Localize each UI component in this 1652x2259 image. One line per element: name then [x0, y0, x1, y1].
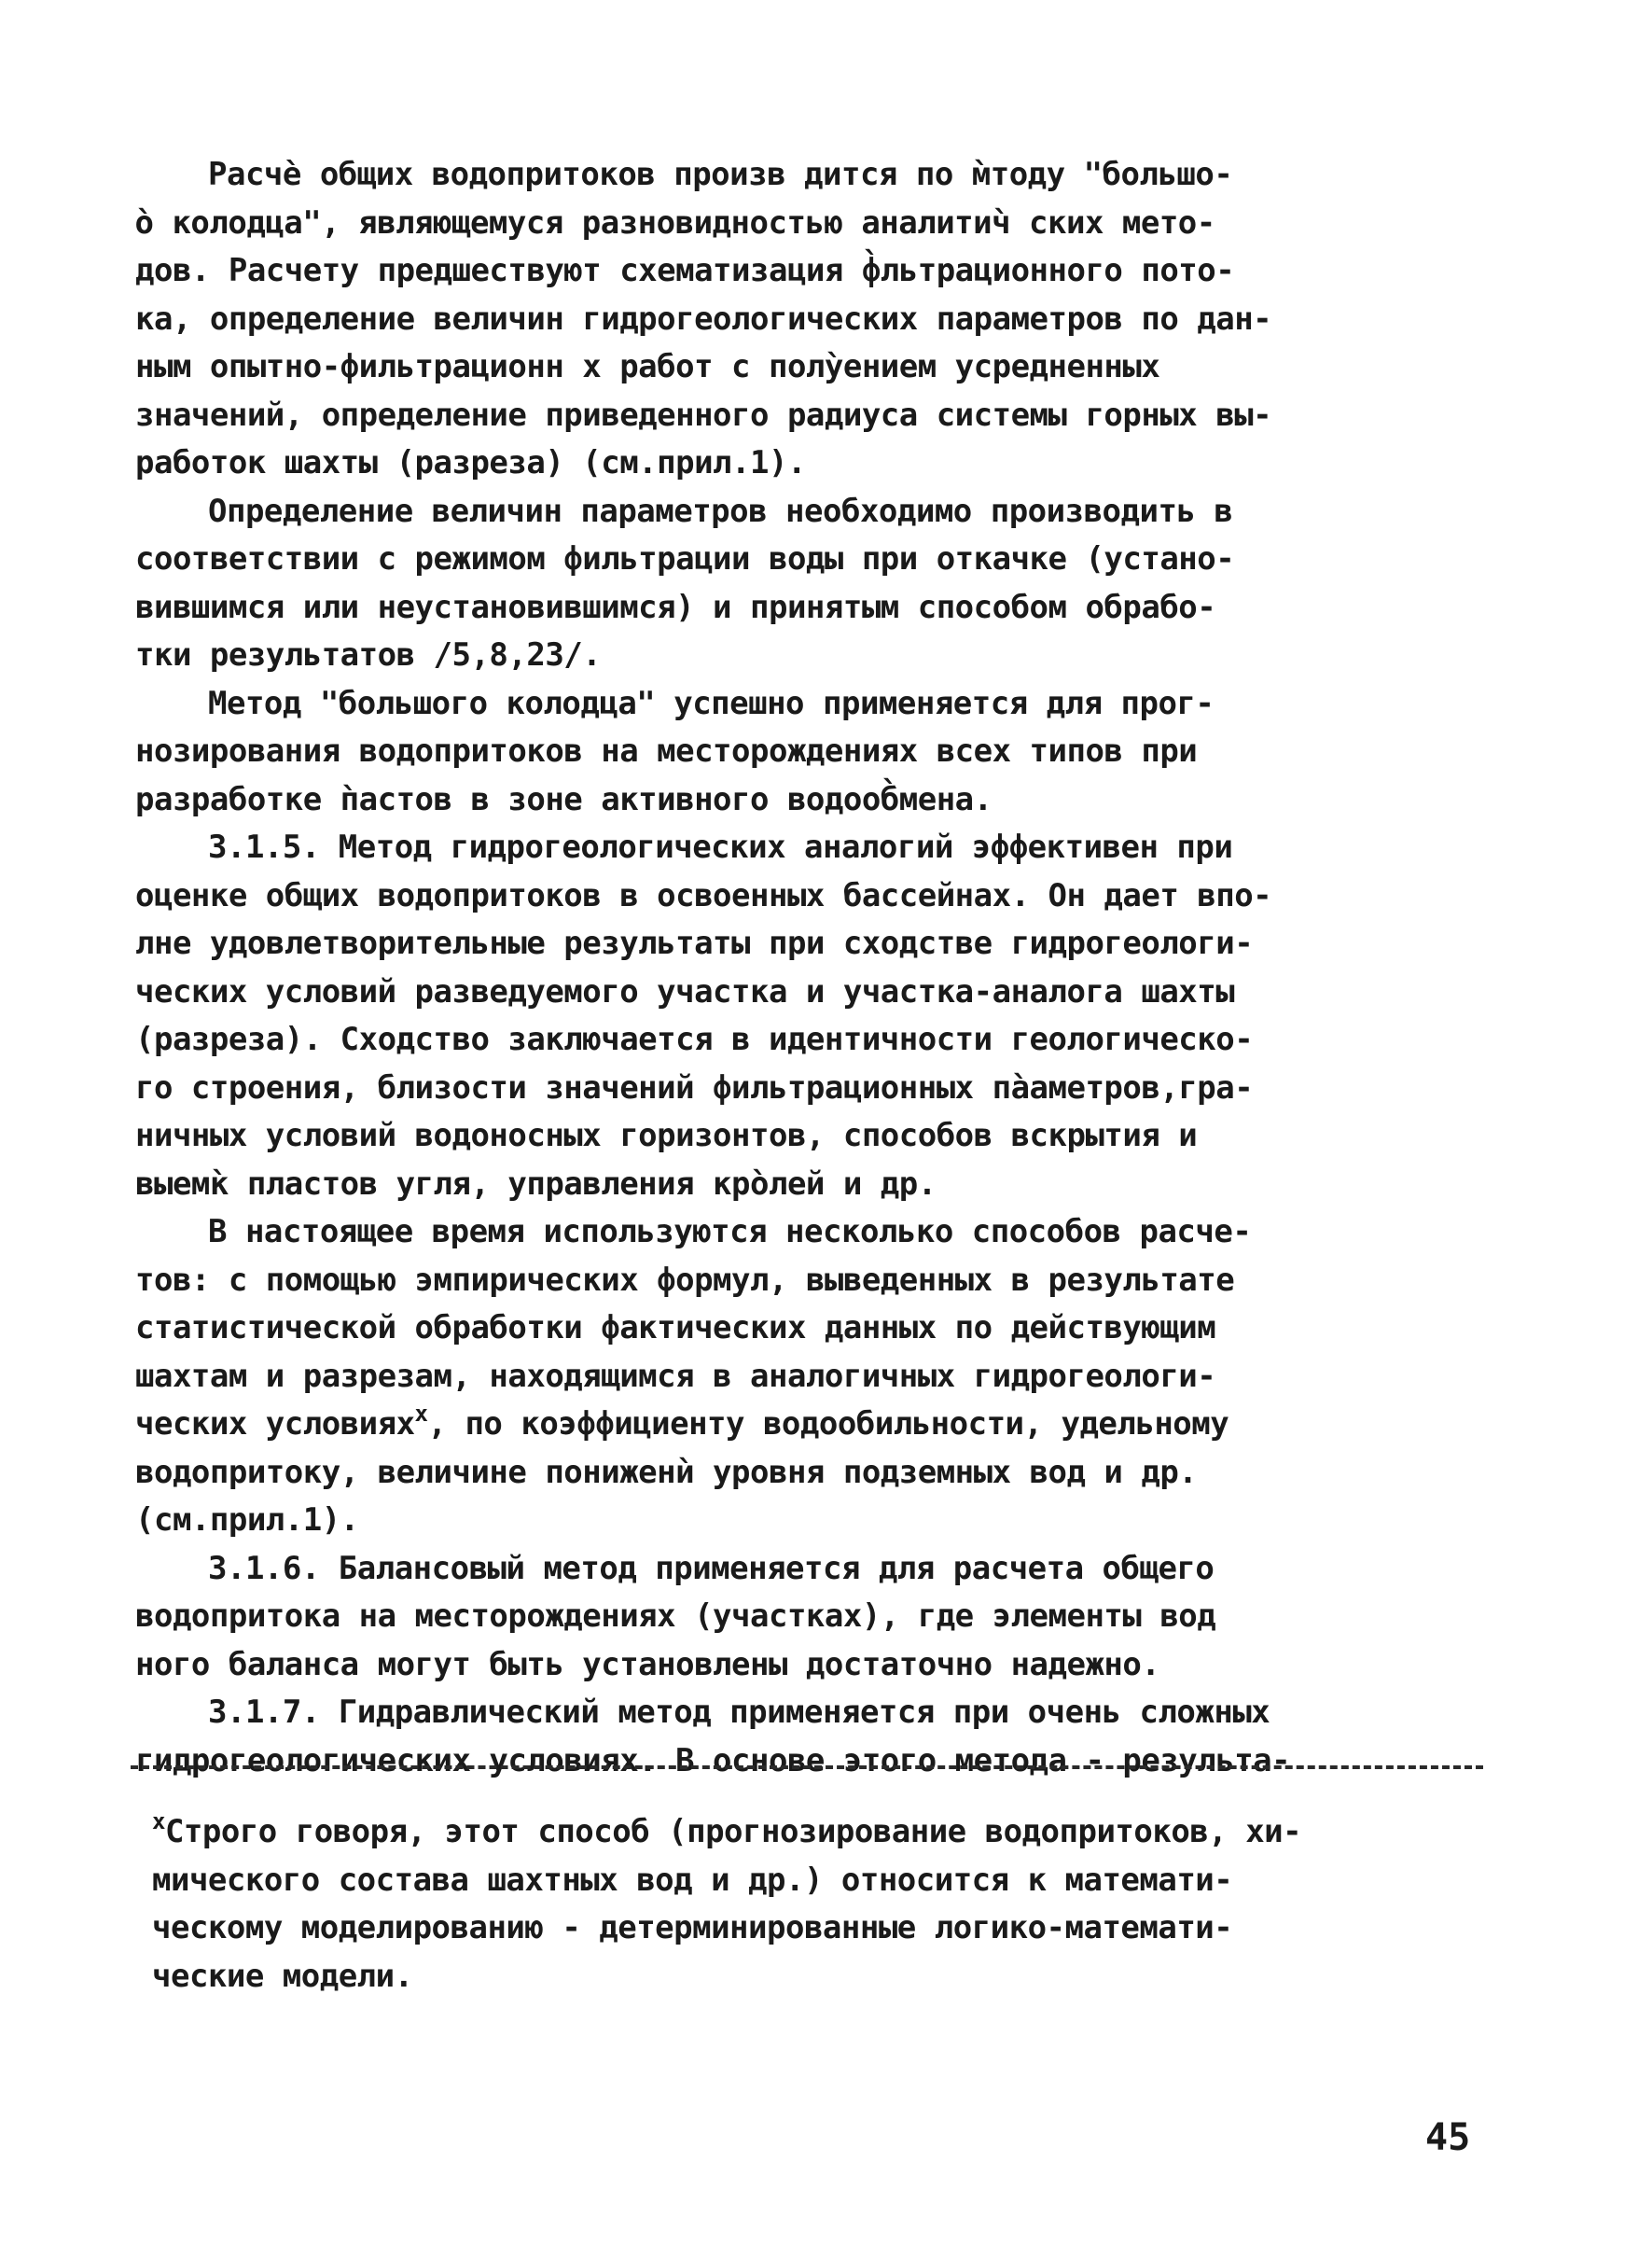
text-line: значений, определение приведенного радиуса системы горных вы- — [135, 396, 1272, 434]
text-line: соответствии с режимом фильтрации воды при откачке (устано- — [135, 540, 1235, 578]
text-line: 3.1.5. Метод гидрогеологических аналогий эффективен при — [208, 829, 1233, 866]
text-line: 3.1.6. Балансовый метод применяется для расчета общего — [208, 1549, 1215, 1587]
text-line: ным опытно-фильтрационн х работ с полу̀ением усредненных — [135, 348, 1160, 385]
footnote-line: ческому моделированию - детерминированные логико-математи- — [152, 1909, 1233, 1946]
text-line: Расчѐ общих водопритоков произв дится по м̀тоду "большо- — [208, 156, 1233, 193]
footnote — [152, 1808, 1533, 2001]
footnote-line — [152, 1808, 1533, 1857]
text-line: шахтам и разрезам, находящимся в аналогичных гидрогеологи- — [135, 1357, 1216, 1395]
text-line: тов: с помощью эмпирических формул, выведенных в результате — [135, 1261, 1235, 1299]
text-line: дов. Расчету предшествуют схематизация ф̀льтрационного пото- — [135, 252, 1235, 289]
text-line: лне удовлетворительные результаты при сходстве гидрогеологи- — [135, 925, 1254, 962]
text-line: В настоящее время используются несколько способов расче- — [208, 1213, 1252, 1250]
footnote-line: мического состава шахтных вод и др.) относится к математи- — [152, 1861, 1233, 1899]
text-line: ного баланса могут быть установлены достаточно надежно. — [135, 1645, 1160, 1683]
text-line: разработке п̀астов в зоне активного водооб̀мена. — [135, 780, 993, 818]
text-line: Определение величин параметров необходимо производить в — [208, 492, 1233, 530]
text-line: ческих условий разведуемого участка и участка-аналога шахты — [135, 972, 1235, 1011]
text-line: (разреза). Сходство заключается в идентичности геологическо- — [135, 1021, 1254, 1058]
text-line: водопритоку, величине пониженѝ уровня подземных вод и др. — [135, 1453, 1198, 1491]
text-line: ничных условий водоносных горизонтов, способов вскрытия и — [135, 1117, 1198, 1154]
footnote-marker: x — [414, 1401, 428, 1427]
footnote-separator — [131, 1765, 1483, 1769]
text-line: водопритока на месторождениях (участках), где элементы вод — [135, 1597, 1216, 1635]
text-line: го строения, близости значений фильтрационных па̀аметров,гра- — [135, 1068, 1254, 1107]
footnote-text: Строго говоря, этот способ (прогнозирование водопритоков, хи- — [164, 1813, 1302, 1850]
text-line: гидрогеологических условиях. В основе этого метода - результа- — [135, 1741, 1291, 1779]
text-line: ческих условиях$^x$, по коэффициенту водообильности, удельному — [135, 1401, 1229, 1443]
text-line: нозирования водопритоков на месторождениях всех типов при — [135, 732, 1198, 770]
text-line: тки результатов /5,8,23/. — [135, 636, 602, 674]
text-line: Метод "большого колодца" успешно применяется для прог- — [208, 684, 1215, 722]
text-line: ка, определение величин гидрогеологических параметров по дан- — [135, 300, 1272, 338]
text-line: работок шахты (разреза) (см.прил.1). — [135, 444, 806, 481]
text-line: ̀о колодца", являющемуся разновидностью аналитич̀ ских мето- — [135, 203, 1215, 242]
text-line: оценке общих водопритоков в освоенных бассейнах. Он дает впо- — [135, 876, 1272, 914]
page-number: 45 — [1425, 2116, 1471, 2159]
main-text — [135, 151, 1525, 1785]
text-line: 3.1.7. Гидравлический метод применяется при очень сложных — [208, 1694, 1270, 1731]
footnote-line: ческие модели. — [152, 1957, 413, 1995]
footnote-marker: x — [152, 1808, 165, 1834]
text-line: вившимся или неустановившимся) и принятым способом обрабо- — [135, 588, 1216, 626]
text-line: (см.прил.1). — [135, 1501, 359, 1539]
text-line: выемк̀ пластов угля, управления кро̀лей и др. — [135, 1164, 937, 1203]
text-line: статистической обработки фактических данных по действующим — [135, 1309, 1216, 1346]
